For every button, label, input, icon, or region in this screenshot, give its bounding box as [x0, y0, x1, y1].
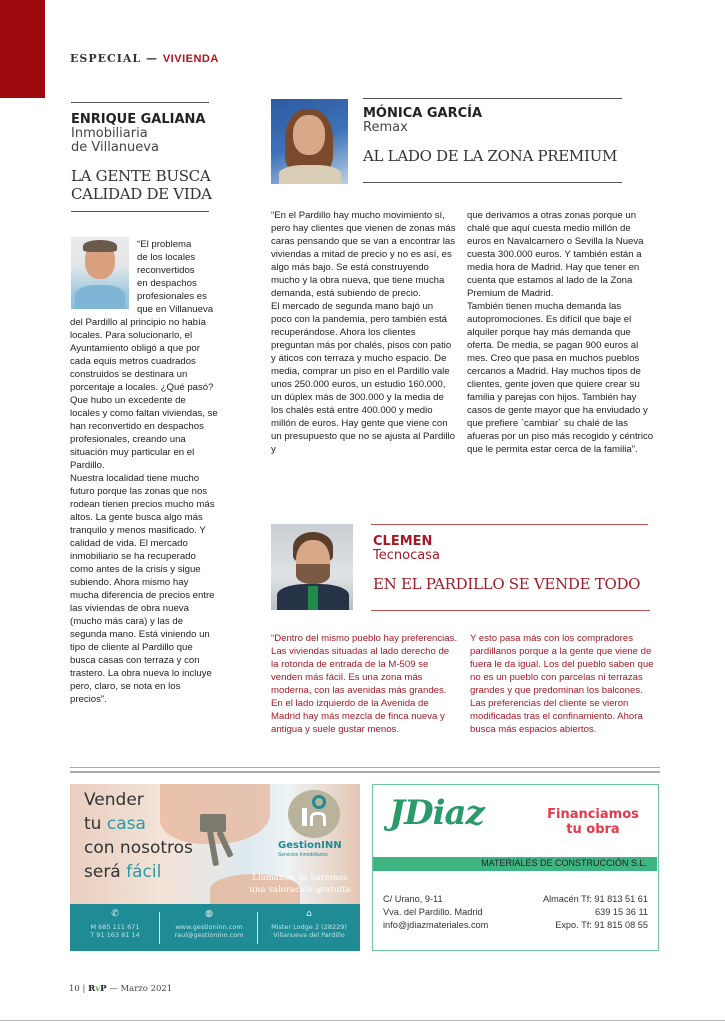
subsection-name: VIVIENDA	[162, 53, 219, 65]
clemen-photo	[271, 524, 353, 610]
divider	[363, 182, 622, 183]
intro-line: que en Villanueva	[137, 304, 214, 315]
call-line: una valoración gratuita	[249, 885, 351, 895]
monica-paragraph: También tienen mucha demanda las autopromociones. Es difícil que baje el alquiler porque hay más demanda que oferta. De media, se pagan 900 euros al mes. Creo que pasa en muchos pueblos cercanos a Madrid. Hay muchos tipos de clientes, gente joven que quiere crear su familia y parejas con hijos. También hay casos de gente mayor que ha enviudado y que prefiere `cambiar´ su chalé de las afueras por un piso más recogido y céntrico que le permita estar cerca de la familia”.	[467, 301, 654, 455]
call-line: Llámanos, te haremos	[252, 873, 348, 883]
clemen-paragraph: “Dentro del mismo pueblo hay preferencias. Las viviendas situadas al lado derecho de la rotonda de entrada de la M-509 se venden más fácil. Es una zona más moderna, con las avenidas más grandes. En el lado izquierdo de la Avenida de Madrid hay más mezcla de finca nueva y antigua y suele gustar menos.	[271, 633, 458, 735]
interviewee-name: CLEMEN	[373, 534, 433, 549]
divider	[71, 211, 209, 212]
interviewee-name: ENRIQUE GALIANA	[71, 112, 206, 127]
divider	[70, 767, 660, 768]
page-footer	[69, 984, 172, 994]
gestioninn-brand: GestionINN	[278, 840, 342, 851]
rvp-logo-p: P	[100, 984, 107, 994]
key-icon	[200, 814, 226, 832]
home-icon: ⌂	[306, 909, 312, 919]
rvp-logo-r: R	[88, 984, 96, 994]
enrique-header	[71, 112, 213, 203]
monica-col2	[467, 209, 654, 456]
clemen-header	[373, 534, 653, 593]
divider	[363, 98, 622, 99]
monica-photo	[271, 99, 348, 184]
intro-line: profesionales es	[137, 291, 207, 302]
intro-line: de los locales	[137, 252, 196, 263]
phone-landline[interactable]: T 91 163 81 14	[90, 931, 140, 939]
bottom-divider	[0, 1020, 725, 1021]
section-name: ESPECIAL	[70, 52, 142, 65]
jdiaz-ad[interactable]	[372, 784, 659, 951]
divider	[71, 102, 209, 103]
interviewee-org: Tecnocasa	[373, 548, 440, 563]
footer-sep: |	[82, 984, 86, 994]
slogan-line: con nosotros	[84, 838, 193, 858]
phone-icon: ✆	[111, 909, 119, 919]
separator	[159, 912, 160, 944]
address-line: Villanueva del Pardillo	[273, 931, 345, 939]
gestioninn-brand-sub: Servicios Inmobiliarios	[278, 852, 328, 858]
ad-phone-col	[78, 910, 152, 940]
financing-slogan	[533, 807, 653, 837]
jdiaz-phones	[543, 893, 648, 932]
slogan-word: casa	[106, 814, 146, 834]
company-type: MATERIALES DE CONSTRUCCIÓN S.L.	[481, 858, 647, 868]
monica-paragraph: que derivamos a otras zonas porque un chalé que aquí cuesta medio millón de euros en Navalcarnero o Sevilla la Nueva cuesta 300.000 euros. Y también están a media hora de Madrid. Hay que tener en cuenta que estamos al lado de la Zona Premium de Madrid.	[467, 210, 644, 299]
financing-line: tu obra	[566, 822, 620, 837]
website-link[interactable]: www.gestioninn.com	[175, 922, 243, 931]
ad-address-col	[260, 910, 358, 940]
clemen-paragraph: Y esto pasa más con los compradores pardillanos porque a la gente que viene de fuera le da igual. Los del pueblo saben que no es un pueblo con parcelas ni terrazas grandes y que predominan los balcones. Las preferencias del cliente se vieron modificadas tras el confinamiento. Ahora busca más espacios abiertos.	[470, 633, 654, 735]
address-line: Vva. del Pardillo. Madrid	[383, 907, 483, 917]
ad-slogan	[84, 788, 193, 884]
intro-line: “El problema	[137, 239, 192, 250]
clemen-col2	[470, 632, 660, 736]
jdiaz-address	[383, 893, 488, 932]
email-link[interactable]: info@jdiazmateriales.com	[383, 920, 489, 930]
interviewee-name: MÓNICA GARCÍA	[363, 106, 483, 121]
phone-line[interactable]: Expo. Tf: 91 815 08 55	[555, 920, 648, 930]
address-line: C/ Urano, 9-11	[383, 894, 443, 904]
enrique-paragraph-2: Nuestra localidad tiene mucho futuro porque las zonas que nos rodean tienen precios mucho más altos. La gente busca algo más tranquilo y menos masificado. Y calidad de vida. El mercado inmobiliario se ha recuperado como antes de la crisis y sigue subiendo. Ahora mismo hay mucha diferencia de precios entre las viviendas de obra nueva (mucho más cara) y las de segunda mano. Está viniendo un tipo de cliente al Pardillo que busca casas con terraza y con trastero. La obra nueva lo incluye pero, claro, se nota en los precios”.	[70, 473, 215, 705]
enrique-body	[70, 316, 218, 706]
ad-web-col	[164, 910, 254, 940]
issue-date: — Marzo 2021	[109, 984, 173, 994]
headline-line1: LA GENTE BUSCA	[71, 167, 211, 185]
page-number: 10	[69, 984, 80, 994]
jdiaz-logo: JDiaz	[389, 793, 484, 833]
company-band	[373, 857, 657, 871]
interviewee-org-line1: Inmobiliaria	[71, 126, 148, 141]
divider	[371, 524, 648, 525]
enrique-paragraph-1: del Pardillo al principio no había locales. Para solucionarlo, el Ayuntamiento obligó a que por cada equis metros cuadrados construidos se destinara un porcentaje a locales. ¿Qué pasó? Que hubo un excedente de locales y como faltan viviendas, se han reconvertido en despachos profesionales, creando una situación muy particular en el Pardillo.	[70, 317, 218, 471]
financing-line: Financiamos	[547, 807, 639, 822]
interviewee-org: Remax	[363, 120, 408, 135]
slogan-word: tu	[84, 814, 102, 834]
divider	[70, 771, 660, 773]
headline: AL LADO DE LA ZONA PREMIUM	[363, 147, 618, 165]
phone-mobile[interactable]: M 685 111 671	[90, 922, 140, 931]
section-dash: —	[146, 52, 158, 65]
intro-line: reconvertidos	[137, 265, 195, 276]
intro-line: en despachos	[137, 278, 197, 289]
enrique-intro	[137, 238, 217, 316]
monica-col1	[271, 209, 456, 456]
phone-line[interactable]: Almacén Tf: 91 813 51 61	[542, 894, 648, 904]
enrique-photo	[71, 237, 129, 309]
globe-icon: ◍	[205, 909, 213, 919]
ad-contact-strip	[70, 904, 360, 951]
section-label	[70, 52, 219, 65]
ad-call-to-action	[240, 872, 360, 896]
slogan-word: será	[84, 862, 121, 882]
monica-header	[363, 106, 623, 165]
monica-paragraph: El mercado de segunda mano bajó un poco con la pandemia, pero también está recuperándose. Ahora los clientes preguntan más por chalés, pisos con patio y áticos con terraza y mucho espacio. De media, comprar un piso en el Pardillo vale unos 250.000 euros, un estudio 160.000, un dúplex más de 300.000 y la media de los chalés está entre 400.000 y medio millón de euros. Hay gente que viene con un presupuesto que no se ajusta al Pardillo y	[271, 301, 456, 455]
headline: EN EL PARDILLO SE VENDE TODO	[373, 575, 641, 593]
headline-line2: CALIDAD DE VIDA	[71, 185, 212, 203]
rvp-logo-v: v	[95, 984, 101, 994]
monica-paragraph: “En el Pardillo hay mucho movimiento sí, pero hay clientes que vienen de zonas más caras pensando que se van a encontrar las viviendas a mitad de precio y no es así, es algo más bajo. Se está construyendo mucho y la obra nueva, que tiene mucha demanda, está subiendo de precio.	[271, 210, 456, 299]
interviewee-org-line2: de Villanueva	[71, 140, 159, 155]
email-link[interactable]: raul@gestioninn.com	[174, 931, 244, 939]
address-line: Mister Lodge 2 (28229)	[271, 922, 347, 931]
red-corner-block	[0, 0, 45, 98]
phone-line[interactable]: 639 15 36 11	[595, 907, 648, 917]
slogan-line: Vender	[84, 790, 144, 810]
slogan-word: fácil	[126, 862, 162, 882]
separator	[257, 912, 258, 944]
divider	[371, 610, 650, 611]
gestioninn-ad[interactable]	[70, 784, 360, 951]
clemen-col1	[271, 632, 459, 736]
gestioninn-logo-icon	[288, 790, 340, 838]
